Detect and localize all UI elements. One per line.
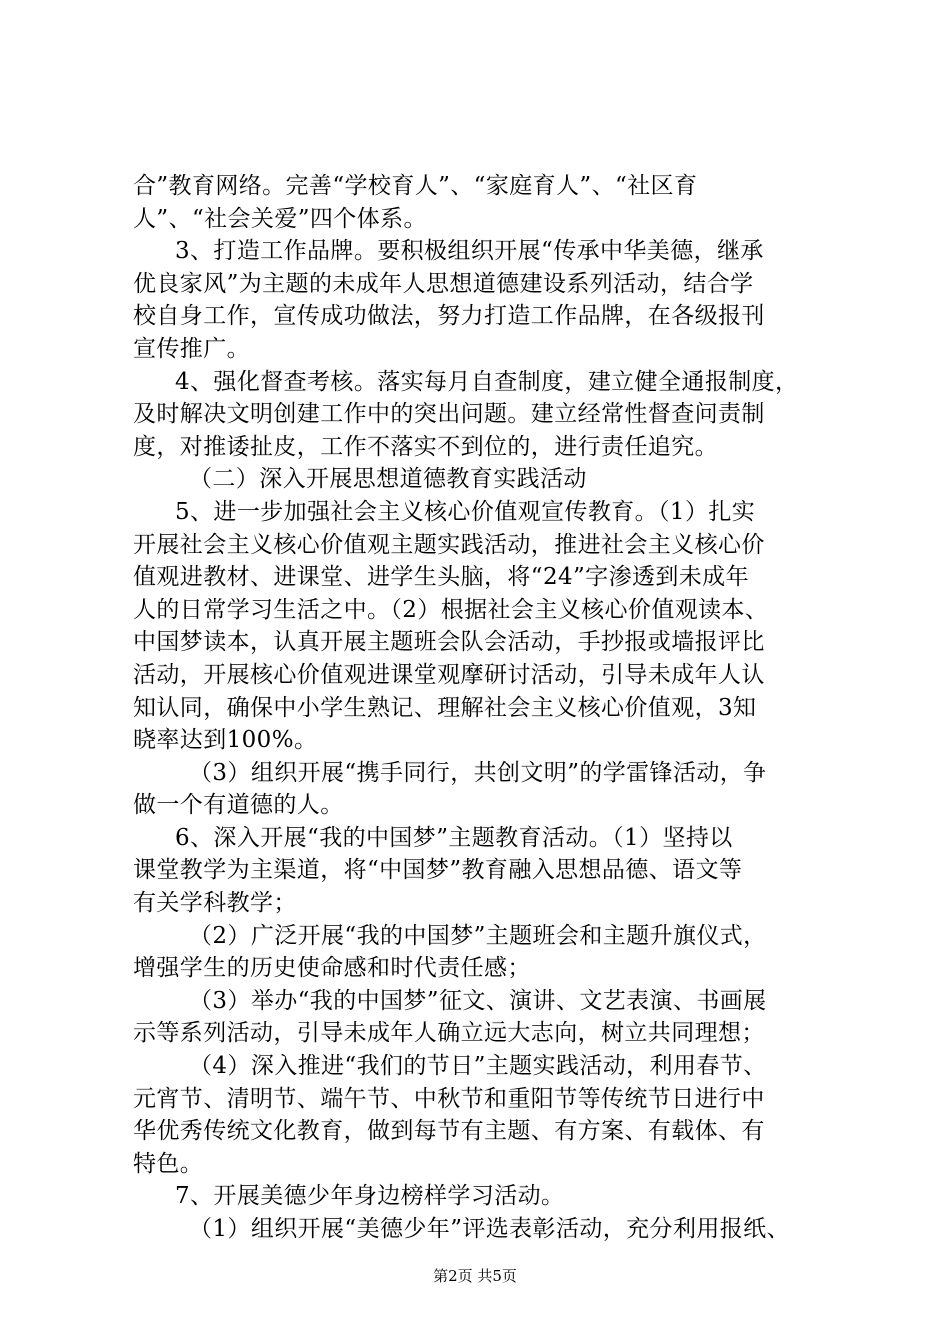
text-line: 活动，开展核心价值观进课堂观摩研讨活动，引导未成年人认 (133, 661, 765, 688)
sub-item-start: （1）组织开展“美德少年”评选表彰活动，充分利用报纸、 (189, 1216, 790, 1242)
text-line: 开展社会主义核心价值观主题实践活动，推进社会主义核心价 (133, 531, 765, 558)
section-heading: （二）深入开展思想道德教育实践活动 (189, 466, 587, 493)
text-line: 示等系列活动，引导未成年人确立远大志向，树立共同理想； (133, 1020, 765, 1047)
text-line: 华优秀传统文化教育，做到每节有主题、有方案、有载体、有 (133, 1118, 765, 1145)
text-line: 及时解决文明创建工作中的突出问题。建立经常性督查问责制 (133, 401, 765, 428)
paragraph-6-start: 6、深入开展“我的中国梦”主题教育活动。（1）坚持以 (175, 824, 733, 851)
document-body (133, 170, 833, 1246)
sub-item-start: （3）组织开展“携手同行，共创文明”的学雷锋活动，争 (189, 759, 767, 786)
text-line: 增强学生的历史使命感和时代责任感； (133, 955, 531, 982)
text-line: 合”教育网络。完善“学校育人”、“家庭育人”、“社区育 (133, 173, 698, 199)
text-line: 宣传推广。 (133, 335, 250, 362)
text-line: 校自身工作，宣传成功做法，努力打造工作品牌，在各级报刊 (133, 303, 765, 330)
text-line: 优良家风”为主题的未成年人思想道德建设系列活动，结合学 (133, 270, 754, 297)
text-line: 值观进教材、进课堂、进学生头脑，将“24”字渗透到未成年 (133, 564, 749, 591)
text-line: 知认同，确保中小学生熟记、理解社会主义核心价值观，3知 (133, 694, 757, 721)
text-line: 度，对推诿扯皮，工作不落实不到位的，进行责任追究。 (133, 433, 718, 460)
text-line: 有关学科教学； (133, 890, 297, 917)
text-line: 晓率达到100%。 (133, 727, 318, 754)
sub-item-start: （2）广泛开展“我的中国梦”主题班会和主题升旗仪式， (189, 922, 767, 949)
page-number-footer: 第2页 共5页 (433, 1267, 517, 1285)
paragraph-5-start: 5、进一步加强社会主义核心价值观宣传教育。（1）扎实 (175, 498, 756, 525)
text-line: 特色。 (133, 1150, 204, 1177)
paragraph-4-start: 4、强化督查考核。落实每月自查制度，建立健全通报制度， (175, 368, 799, 395)
sub-item-start: （4）深入推进“我们的节日”主题实践活动，利用春节、 (189, 1053, 767, 1080)
text-line: 人的日常学习生活之中。（2）根据社会主义核心价值观读本、 (133, 596, 769, 623)
text-line: 人”、“社会关爱”四个体系。 (133, 205, 427, 232)
text-line: 课堂教学为主渠道，将“中国梦”教育融入思想品德、语文等 (133, 857, 743, 884)
paragraph-7-start: 7、开展美德少年身边榜样学习活动。 (175, 1183, 565, 1210)
paragraph-3-start: 3、打造工作品牌。要积极组织开展“传承中华美德，继承 (175, 238, 764, 265)
sub-item-start: （3）举办“我的中国梦”征文、演讲、文艺表演、书画展 (189, 987, 767, 1014)
text-line: 中国梦读本，认真开展主题班会队会活动，手抄报或墙报评比 (133, 629, 765, 656)
text-line: 元宵节、清明节、端午节、中秋节和重阳节等传统节日进行中 (133, 1085, 765, 1112)
text-line: 做一个有道德的人。 (133, 792, 344, 819)
